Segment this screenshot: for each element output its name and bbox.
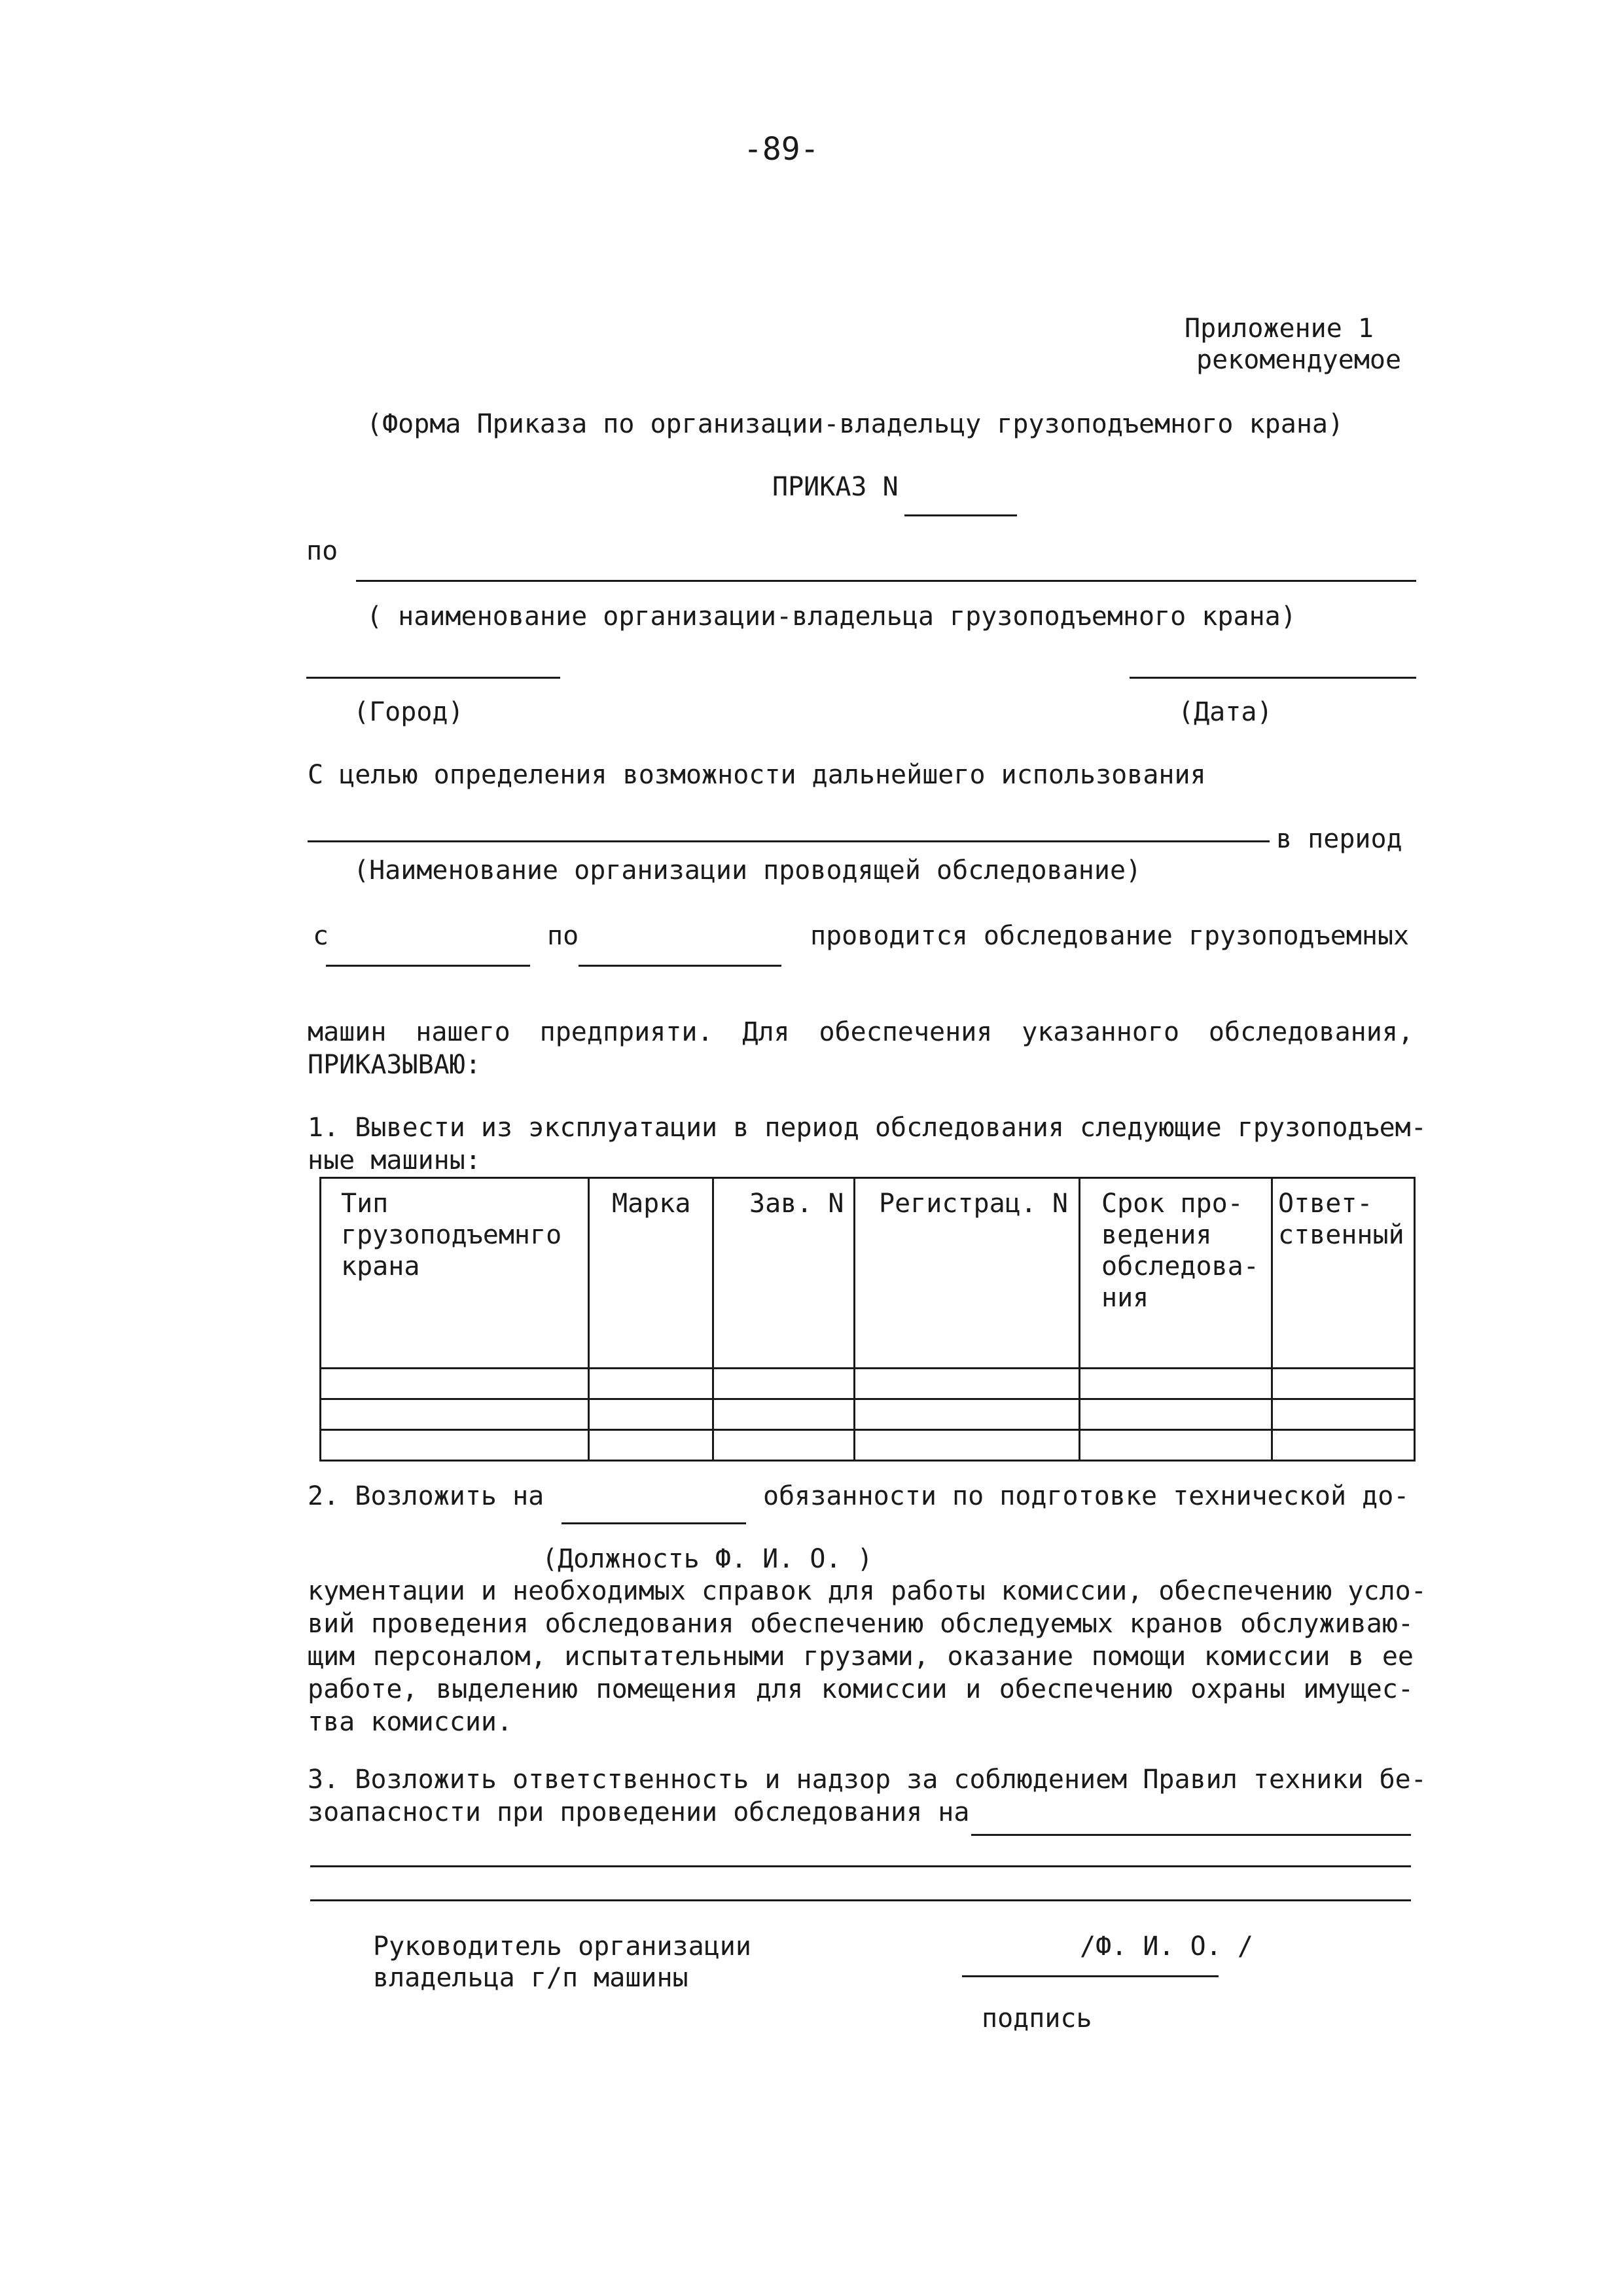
item-1-line-2: ные машины: xyxy=(308,1145,481,1175)
table-cell[interactable] xyxy=(713,1369,855,1399)
item-2-body-line-4: работе, выделению помещения для комиссии и обеспечению охраны имущес- xyxy=(308,1674,1414,1704)
order-title: ПРИКАЗ N xyxy=(772,472,899,502)
table-cell[interactable] xyxy=(855,1430,1080,1461)
table-cell[interactable] xyxy=(1272,1430,1415,1461)
table-cell[interactable] xyxy=(855,1399,1080,1430)
machines-line-2: ПРИКАЗЫВАЮ: xyxy=(308,1050,481,1080)
signatory-title-line-1: Руководитель организации xyxy=(373,1931,751,1962)
purpose-line: С целью определения возможности дальнейшего использования xyxy=(308,760,1206,790)
table-cell[interactable] xyxy=(589,1430,713,1461)
to-date-field[interactable] xyxy=(579,965,781,967)
responsible-position-field[interactable] xyxy=(562,1522,746,1524)
from-date-field[interactable] xyxy=(326,965,530,967)
table-cell[interactable] xyxy=(589,1369,713,1399)
position-caption: (Должность Ф. И. О. ) xyxy=(542,1544,873,1574)
table-cell[interactable] xyxy=(589,1399,713,1430)
signatory-title-line-2: владельца г/п машины xyxy=(373,1963,688,1993)
table-cell[interactable] xyxy=(321,1399,589,1430)
table-cell[interactable] xyxy=(321,1369,589,1399)
item-2-prefix: 2. Возложить на xyxy=(308,1481,544,1511)
item-2-body-line-2: вий проведения обследования обеспечению обследуемых кранов обслуживаю- xyxy=(308,1609,1414,1639)
item-2-suffix: обязанности по подготовке технической до- xyxy=(763,1481,1410,1511)
header-crane-type: Тип грузоподъемнго крана xyxy=(321,1178,589,1369)
item-2-body-line-1: кументации и необходимых справок для работы комиссии, обеспечению усло- xyxy=(308,1576,1427,1606)
item-1-line-1: 1. Вывести из эксплуатации в период обследования следующие грузоподъем- xyxy=(308,1113,1427,1143)
item-2-body-line-5: тва комиссии. xyxy=(308,1707,513,1737)
signature-field[interactable] xyxy=(962,1975,1219,1977)
item-3 xyxy=(308,1763,1427,1829)
item-1 xyxy=(308,1111,1427,1177)
header-serial-number: Зав. N xyxy=(713,1178,855,1369)
table-header-row xyxy=(321,1178,1415,1369)
table-cell[interactable] xyxy=(855,1369,1080,1399)
order-number-field[interactable] xyxy=(904,514,1017,516)
header-registration-number: Регистрац. N xyxy=(855,1178,1080,1369)
inspector-caption: (Наименование организации проводящей обследование) xyxy=(353,855,1142,886)
table-row xyxy=(321,1369,1415,1399)
date-field[interactable] xyxy=(1130,677,1416,679)
item-3-line-1: 3. Возложить ответственность и надзор за соблюдением Правил техники бе- xyxy=(308,1765,1427,1795)
header-brand: Марка xyxy=(589,1178,713,1369)
table-cell[interactable] xyxy=(1272,1369,1415,1399)
table-row xyxy=(321,1399,1415,1430)
from-label: с xyxy=(313,921,329,951)
header-inspection-period: Срок про- ведения обследова- ния xyxy=(1080,1178,1272,1369)
appendix-number: Приложение 1 xyxy=(1185,314,1374,344)
table-cell[interactable] xyxy=(713,1430,855,1461)
safety-responsible-field[interactable] xyxy=(971,1834,1411,1836)
header-responsible: Ответ- ственный xyxy=(1272,1178,1415,1369)
city-field[interactable] xyxy=(306,677,560,679)
organization-name-field[interactable] xyxy=(356,580,1416,582)
table-cell[interactable] xyxy=(1080,1399,1272,1430)
safety-responsible-field-line-3[interactable] xyxy=(310,1899,1411,1901)
item-2-body-line-3: щим персоналом, испытательными грузами, оказание помощи комиссии в ее xyxy=(308,1641,1414,1672)
period-label: в период xyxy=(1276,824,1402,854)
po-label: по xyxy=(306,536,338,566)
form-title: (Форма Приказа по организации-владельцу грузоподъемного крана) xyxy=(366,409,1344,439)
page-number: -89- xyxy=(743,131,819,168)
table-cell[interactable] xyxy=(321,1430,589,1461)
date-caption: (Дата) xyxy=(1178,697,1273,727)
fio-label: /Ф. И. О. / xyxy=(1080,1931,1253,1962)
table-cell[interactable] xyxy=(1080,1430,1272,1461)
signature-label: подпись xyxy=(982,2003,1092,2034)
crane-table xyxy=(319,1177,1416,1462)
table-row xyxy=(321,1430,1415,1461)
inspector-organization-field[interactable] xyxy=(308,840,1270,842)
city-caption: (Город) xyxy=(353,697,464,727)
table-cell[interactable] xyxy=(1080,1369,1272,1399)
to-label: по xyxy=(547,921,579,951)
appendix-recommended: рекомендуемое xyxy=(1196,345,1402,375)
table-cell[interactable] xyxy=(713,1399,855,1430)
organization-caption: ( наименование организации-владельца грузоподъемного крана) xyxy=(366,601,1296,632)
safety-responsible-field-line-2[interactable] xyxy=(310,1865,1411,1867)
table-cell[interactable] xyxy=(1272,1399,1415,1430)
inspection-text: проводится обследование грузоподъемных xyxy=(810,921,1410,951)
item-3-line-2: зоапасности при проведении обследования на xyxy=(308,1797,970,1827)
machines-line-1: машин нашего предприяти. Для обеспечения указанного обследования, xyxy=(308,1017,1414,1047)
machines-paragraph xyxy=(308,1016,1414,1081)
item-2-body xyxy=(308,1575,1427,1738)
